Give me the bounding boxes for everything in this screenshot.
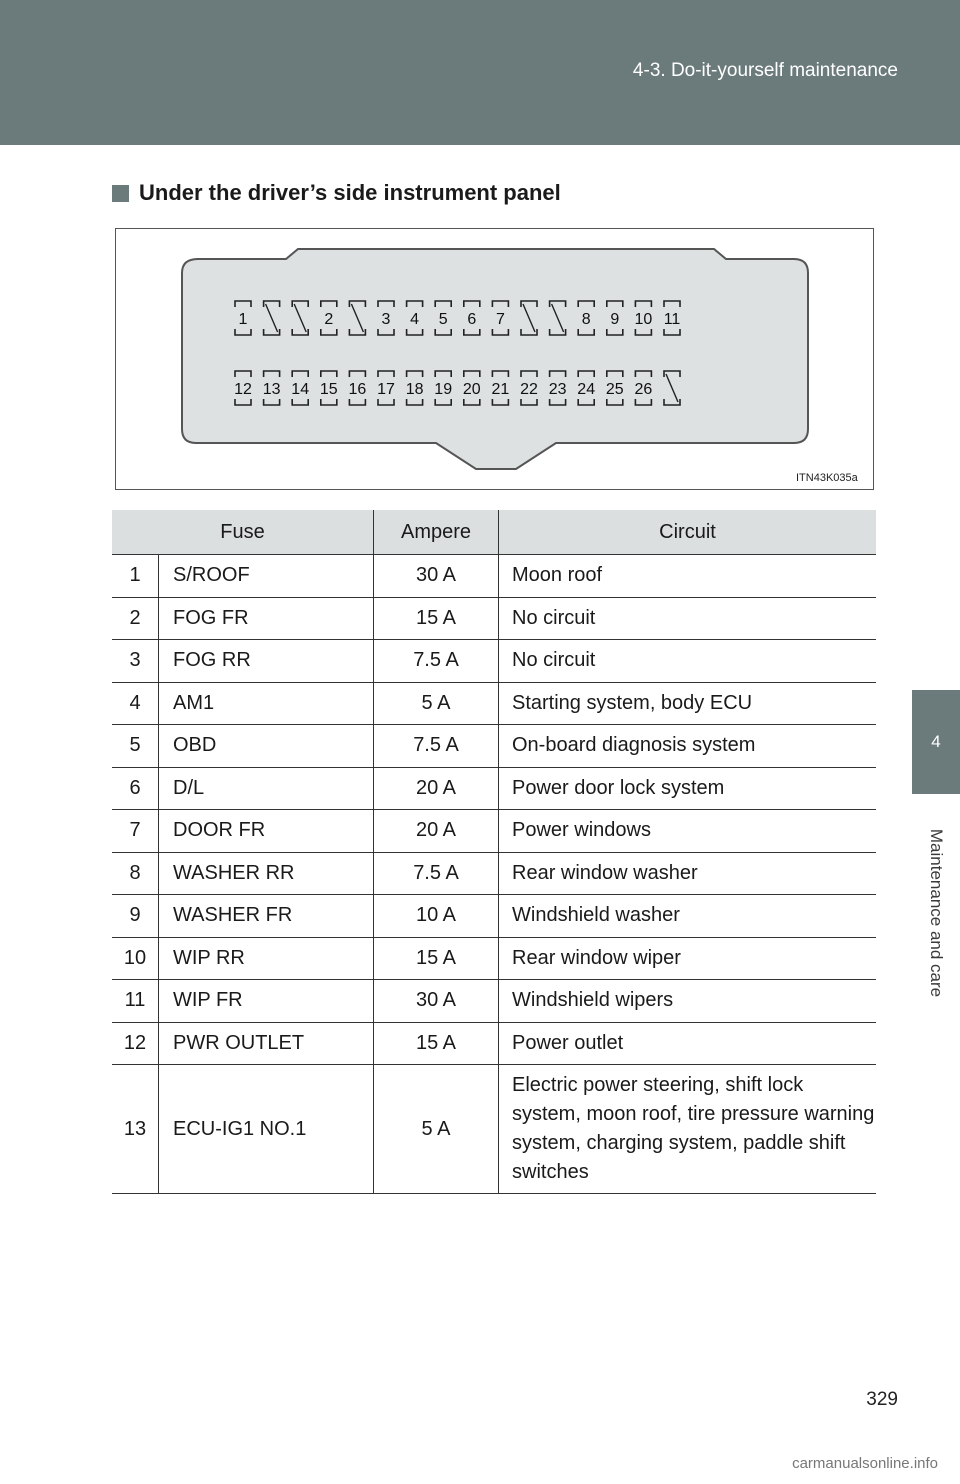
chapter-title-vertical xyxy=(912,800,960,1025)
cell-number: 13 xyxy=(112,1065,159,1194)
cell-ampere: 10 A xyxy=(374,895,499,938)
cell-number: 11 xyxy=(112,980,159,1023)
fuse-slot-label: 20 xyxy=(462,381,481,398)
fuse-slot-label: 19 xyxy=(434,381,453,398)
fuse-slot-label: 8 xyxy=(581,311,591,328)
cell-circuit: No circuit xyxy=(499,640,877,683)
fuse-panel-outline xyxy=(182,249,808,469)
fuse-slot-label: 2 xyxy=(324,311,334,328)
cell-ampere: 15 A xyxy=(374,1022,499,1065)
fuse-slot-label: 9 xyxy=(610,311,620,328)
section-header-text: 4-3. Do-it-yourself maintenance xyxy=(632,60,898,81)
cell-circuit: Starting system, body ECU xyxy=(499,682,877,725)
cell-circuit: Electric power steering, shift lock system, moon roof, tire pressure warning system, charging system, paddle shift switches xyxy=(499,1065,877,1194)
cell-ampere: 20 A xyxy=(374,767,499,810)
cell-ampere: 5 A xyxy=(374,682,499,725)
cell-fuse: WASHER FR xyxy=(159,895,374,938)
cell-number: 9 xyxy=(112,895,159,938)
table-row xyxy=(112,980,876,1023)
bullet-square-icon xyxy=(112,185,129,202)
cell-number: 7 xyxy=(112,810,159,853)
section-title xyxy=(112,180,561,206)
fuse-slot-label: 10 xyxy=(634,311,653,328)
fuse-slot-label: 11 xyxy=(663,311,681,328)
fuse-slot-label: 1 xyxy=(238,311,248,328)
watermark-text: carmanualsonline.info xyxy=(792,1455,938,1472)
chapter-number: 4 xyxy=(931,732,941,751)
fuse-slot-label: 25 xyxy=(605,381,624,398)
fuse-slot-label: 16 xyxy=(348,381,367,398)
table-row xyxy=(112,1065,876,1194)
fuse-slot-label: 17 xyxy=(377,381,395,398)
fuse-slot-label: 15 xyxy=(319,381,338,398)
header-circuit: Circuit xyxy=(499,510,877,555)
cell-fuse: FOG FR xyxy=(159,597,374,640)
table-row xyxy=(112,597,876,640)
cell-ampere: 15 A xyxy=(374,597,499,640)
cell-circuit: No circuit xyxy=(499,597,877,640)
cell-circuit: On-board diagnosis system xyxy=(499,725,877,768)
fuse-slot-label: 3 xyxy=(381,311,391,328)
table-row xyxy=(112,1022,876,1065)
cell-number: 4 xyxy=(112,682,159,725)
cell-number: 1 xyxy=(112,555,159,598)
cell-circuit: Power outlet xyxy=(499,1022,877,1065)
cell-fuse: DOOR FR xyxy=(159,810,374,853)
cell-number: 8 xyxy=(112,852,159,895)
table-row xyxy=(112,852,876,895)
table-row xyxy=(112,810,876,853)
fuse-slot-label: 18 xyxy=(405,381,424,398)
cell-fuse: ECU-IG1 NO.1 xyxy=(159,1065,374,1194)
fuse-slot-label: 4 xyxy=(410,311,420,328)
cell-circuit: Windshield wipers xyxy=(499,980,877,1023)
cell-fuse: WIP RR xyxy=(159,937,374,980)
cell-ampere: 15 A xyxy=(374,937,499,980)
cell-circuit: Rear window wiper xyxy=(499,937,877,980)
chapter-title: Maintenance and care xyxy=(927,828,947,997)
diagram-code: ITN43K035a xyxy=(796,472,858,484)
section-title-text: Under the driver’s side instrument panel xyxy=(139,180,561,205)
cell-circuit: Moon roof xyxy=(499,555,877,598)
cell-ampere: 7.5 A xyxy=(374,852,499,895)
page-header xyxy=(0,0,960,145)
cell-ampere: 20 A xyxy=(374,810,499,853)
cell-ampere: 30 A xyxy=(374,980,499,1023)
cell-number: 12 xyxy=(112,1022,159,1065)
fuse-box-diagram xyxy=(115,228,874,490)
table-header-row xyxy=(112,510,876,555)
table-row xyxy=(112,937,876,980)
cell-number: 10 xyxy=(112,937,159,980)
cell-number: 5 xyxy=(112,725,159,768)
fuse-slot-label: 5 xyxy=(438,311,448,328)
table-row xyxy=(112,895,876,938)
cell-fuse: PWR OUTLET xyxy=(159,1022,374,1065)
cell-ampere: 7.5 A xyxy=(374,725,499,768)
cell-number: 3 xyxy=(112,640,159,683)
cell-fuse: AM1 xyxy=(159,682,374,725)
cell-fuse: OBD xyxy=(159,725,374,768)
cell-circuit: Windshield washer xyxy=(499,895,877,938)
cell-fuse: WASHER RR xyxy=(159,852,374,895)
fuse-slot-label: 7 xyxy=(495,311,505,328)
fuse-slot-label: 26 xyxy=(634,381,653,398)
cell-circuit: Power windows xyxy=(499,810,877,853)
cell-fuse: D/L xyxy=(159,767,374,810)
header-fuse: Fuse xyxy=(112,510,374,555)
fuse-table-body xyxy=(112,555,876,1194)
fuse-table xyxy=(112,510,876,1194)
fuse-slot-label: 23 xyxy=(548,381,567,398)
cell-fuse: S/ROOF xyxy=(159,555,374,598)
cell-ampere: 7.5 A xyxy=(374,640,499,683)
fuse-slot-label: 22 xyxy=(520,381,538,398)
page-number: 329 xyxy=(866,1389,898,1410)
cell-circuit: Power door lock system xyxy=(499,767,877,810)
fuse-box-svg xyxy=(116,229,873,489)
cell-ampere: 5 A xyxy=(374,1065,499,1194)
fuse-slot-label: 6 xyxy=(467,311,477,328)
fuse-slot-label: 13 xyxy=(262,381,281,398)
fuse-slot-label: 21 xyxy=(491,381,510,398)
table-row xyxy=(112,725,876,768)
cell-number: 6 xyxy=(112,767,159,810)
header-ampere: Ampere xyxy=(374,510,499,555)
cell-ampere: 30 A xyxy=(374,555,499,598)
fuse-slot-label: 24 xyxy=(577,381,596,398)
cell-circuit: Rear window washer xyxy=(499,852,877,895)
cell-fuse: WIP FR xyxy=(159,980,374,1023)
table-row xyxy=(112,682,876,725)
table-row xyxy=(112,555,876,598)
table-row xyxy=(112,640,876,683)
cell-fuse: FOG RR xyxy=(159,640,374,683)
fuse-slot-label: 14 xyxy=(291,381,310,398)
table-row xyxy=(112,767,876,810)
fuse-slot-label: 12 xyxy=(234,381,252,398)
cell-number: 2 xyxy=(112,597,159,640)
chapter-tab xyxy=(912,690,960,794)
